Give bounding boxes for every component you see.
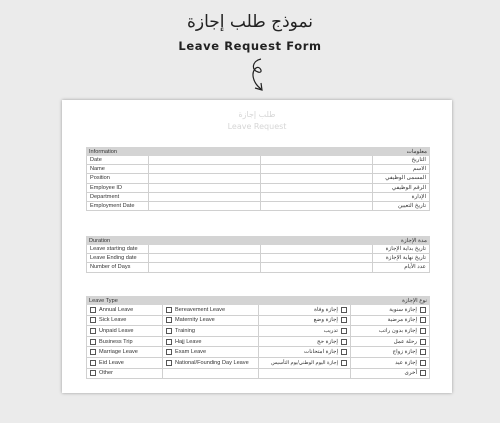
- value-field[interactable]: [149, 174, 261, 182]
- row-label-ar: المسمى الوظيفي: [385, 175, 426, 182]
- checkbox[interactable]: [166, 317, 172, 323]
- curved-arrow-icon: [244, 56, 278, 96]
- option-label: إجازة عيد: [395, 359, 417, 366]
- page-title-arabic: نموذج طلب إجازة: [186, 12, 314, 32]
- section-header: [86, 236, 430, 245]
- leave-option-annual-ar[interactable]: [351, 305, 429, 315]
- option-label: Hajj Leave: [175, 338, 202, 345]
- checkbox[interactable]: [166, 339, 172, 345]
- form-paper: [62, 100, 452, 393]
- value-field[interactable]: [261, 254, 373, 262]
- option-label: Maternity Leave: [175, 317, 215, 324]
- paper-watermark-arabic: طلب إجازة: [238, 110, 276, 119]
- checkbox[interactable]: [166, 360, 172, 366]
- table-row: [86, 369, 430, 380]
- section-header: [86, 296, 430, 305]
- option-label: إجازة زواج: [392, 349, 417, 356]
- checkbox[interactable]: [90, 307, 96, 313]
- leave-option-annual[interactable]: [87, 305, 163, 315]
- paper-watermark-english: Leave Request: [227, 122, 287, 131]
- table-row[interactable]: [86, 174, 430, 183]
- checkbox[interactable]: [166, 349, 172, 355]
- empty-cell: [259, 369, 351, 379]
- checkbox[interactable]: [90, 370, 96, 376]
- checkbox[interactable]: [341, 360, 347, 366]
- row-label-en: Name: [87, 165, 149, 173]
- leave-option-hajj[interactable]: [163, 337, 259, 347]
- leave-option-sick[interactable]: [87, 316, 163, 326]
- row-label-ar: الرقم الوظيفي: [391, 184, 426, 191]
- leave-option-business-trip-ar[interactable]: [351, 337, 429, 347]
- checkbox[interactable]: [90, 360, 96, 366]
- table-row: [86, 347, 430, 358]
- checkbox[interactable]: [166, 307, 172, 313]
- row-label-en: Date: [87, 156, 149, 164]
- row-label-ar: تاريخ بداية الإجازة: [385, 246, 426, 253]
- leave-option-maternity-ar[interactable]: [259, 316, 351, 326]
- option-label: إجازة سنوية: [389, 306, 417, 313]
- duration-section: [86, 236, 430, 273]
- checkbox[interactable]: [90, 317, 96, 323]
- leave-option-other-ar[interactable]: [351, 369, 429, 379]
- value-field[interactable]: [261, 165, 373, 173]
- section-heading-en: Leave Type: [89, 297, 118, 304]
- leave-option-bereavement-ar[interactable]: [259, 305, 351, 315]
- option-label: Bereavement Leave: [175, 306, 226, 313]
- value-field[interactable]: [261, 174, 373, 182]
- table-row[interactable]: [86, 254, 430, 263]
- value-field[interactable]: [149, 193, 261, 201]
- checkbox[interactable]: [90, 339, 96, 345]
- value-field[interactable]: [149, 254, 261, 262]
- leave-option-other[interactable]: [87, 369, 163, 379]
- row-label-ar: التاريخ: [411, 157, 426, 164]
- checkbox[interactable]: [420, 370, 426, 376]
- checkbox[interactable]: [341, 328, 347, 334]
- table-row[interactable]: [86, 156, 430, 165]
- value-field[interactable]: [149, 263, 261, 271]
- section-heading-en: Information: [89, 148, 117, 155]
- leave-option-eid[interactable]: [87, 358, 163, 368]
- checkbox[interactable]: [341, 317, 347, 323]
- section-header: [86, 147, 430, 156]
- option-label: أخرى: [404, 370, 417, 377]
- value-field[interactable]: [261, 156, 373, 164]
- row-label-en: Leave starting date: [87, 245, 149, 253]
- checkbox[interactable]: [341, 339, 347, 345]
- row-label-ar: تاريخ نهاية الإجازة: [385, 255, 426, 262]
- checkbox[interactable]: [90, 349, 96, 355]
- checkbox[interactable]: [420, 307, 426, 313]
- section-heading-ar: مدة الإجازة: [401, 237, 427, 244]
- leave-option-training[interactable]: [163, 326, 259, 336]
- table-row[interactable]: [86, 263, 430, 272]
- option-label: تدريب: [323, 327, 338, 334]
- value-field[interactable]: [261, 184, 373, 192]
- table-row[interactable]: [86, 202, 430, 211]
- option-label: National/Founding Day Leave: [175, 359, 249, 366]
- checkbox[interactable]: [420, 328, 426, 334]
- leave-option-bereavement[interactable]: [163, 305, 259, 315]
- value-field[interactable]: [261, 245, 373, 253]
- checkbox[interactable]: [420, 349, 426, 355]
- table-row[interactable]: [86, 193, 430, 202]
- value-field[interactable]: [149, 165, 261, 173]
- value-field[interactable]: [261, 193, 373, 201]
- option-label: إجازة بدون راتب: [378, 327, 417, 334]
- information-section: [86, 147, 430, 211]
- table-row: [86, 316, 430, 327]
- row-label-en: Leave Ending date: [87, 254, 149, 262]
- table-row: [86, 305, 430, 316]
- value-field[interactable]: [149, 245, 261, 253]
- section-heading-ar: معلومات: [406, 148, 427, 155]
- table-row: [86, 358, 430, 369]
- checkbox[interactable]: [341, 349, 347, 355]
- value-field[interactable]: [149, 184, 261, 192]
- option-label: إجازة مرضية: [387, 317, 417, 324]
- value-field[interactable]: [261, 202, 373, 210]
- leave-option-marriage-ar[interactable]: [351, 347, 429, 357]
- value-field[interactable]: [149, 156, 261, 164]
- table-row[interactable]: [86, 165, 430, 174]
- empty-cell: [163, 369, 259, 379]
- option-label: إجازة وفاة: [314, 306, 338, 313]
- leave-option-exam[interactable]: [163, 347, 259, 357]
- page-title-english: Leave Request Form: [178, 39, 322, 53]
- checkbox[interactable]: [90, 328, 96, 334]
- leave-option-exam-ar[interactable]: [259, 347, 351, 357]
- checkbox[interactable]: [166, 328, 172, 334]
- leave-option-training-ar[interactable]: [259, 326, 351, 336]
- option-label: Training: [175, 327, 196, 334]
- row-label-ar: الإدارة: [411, 193, 426, 200]
- leave-option-hajj-ar[interactable]: [259, 337, 351, 347]
- row-label-ar: تاريخ التعيين: [398, 203, 426, 210]
- option-label: Exam Leave: [175, 349, 207, 356]
- table-row: [86, 337, 430, 348]
- leave-option-marriage[interactable]: [87, 347, 163, 357]
- value-field[interactable]: [149, 202, 261, 210]
- option-label: رحلة عمل: [393, 338, 417, 345]
- leave-option-eid-ar[interactable]: [351, 358, 429, 368]
- row-label-ar: عدد الأيام: [404, 264, 426, 271]
- leave-type-section: [86, 296, 430, 379]
- section-heading-en: Duration: [89, 237, 111, 244]
- row-label-ar: الاسم: [412, 166, 426, 173]
- option-label: Sick Leave: [99, 317, 127, 324]
- section-heading-ar: نوع الإجازة: [402, 297, 427, 304]
- option-label: Other: [99, 370, 113, 377]
- checkbox[interactable]: [420, 317, 426, 323]
- table-row[interactable]: [86, 245, 430, 254]
- table-row[interactable]: [86, 184, 430, 193]
- option-label: Eid Leave: [99, 359, 124, 366]
- option-label: إجازة وضع: [313, 317, 338, 324]
- leave-option-business-trip[interactable]: [87, 337, 163, 347]
- row-label-en: Position: [87, 174, 149, 182]
- row-label-en: Department: [87, 193, 149, 201]
- option-label: Annual Leave: [99, 306, 134, 313]
- option-label: Marriage Leave: [99, 349, 138, 356]
- option-label: Business Trip: [99, 338, 133, 345]
- table-row: [86, 326, 430, 337]
- option-label: إجازة اليوم الوطني/يوم التأسيس: [271, 359, 338, 366]
- checkbox[interactable]: [420, 339, 426, 345]
- leave-option-sick-ar[interactable]: [351, 316, 429, 326]
- checkbox[interactable]: [420, 360, 426, 366]
- leave-option-unpaid[interactable]: [87, 326, 163, 336]
- row-label-en: Employment Date: [87, 202, 149, 210]
- leave-option-maternity[interactable]: [163, 316, 259, 326]
- leave-option-national-day[interactable]: [163, 358, 259, 368]
- option-label: إجازة امتحانات: [304, 349, 338, 356]
- row-label-en: Number of Days: [87, 263, 149, 271]
- value-field[interactable]: [261, 263, 373, 271]
- option-label: إجازة حج: [317, 338, 338, 345]
- row-label-en: Employee ID: [87, 184, 149, 192]
- leave-option-unpaid-ar[interactable]: [351, 326, 429, 336]
- leave-option-national-day-ar[interactable]: [259, 358, 351, 368]
- option-label: Unpaid Leave: [99, 327, 134, 334]
- checkbox[interactable]: [341, 307, 347, 313]
